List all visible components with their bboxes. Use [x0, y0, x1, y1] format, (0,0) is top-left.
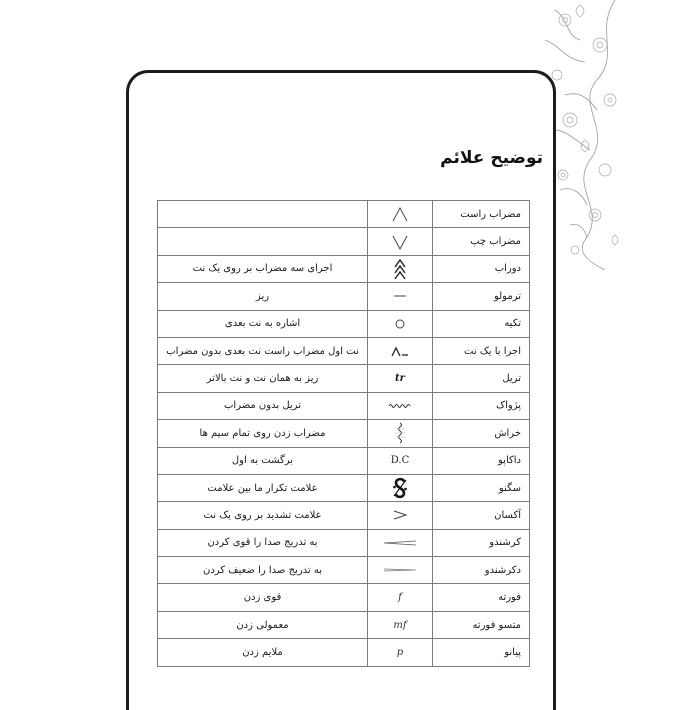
- symbol-cell: [368, 337, 433, 364]
- symbol-name: مضراب راست: [433, 201, 530, 228]
- symbols-table: [157, 200, 530, 667]
- table-row: [158, 255, 530, 282]
- symbol-name: داکاپو: [433, 447, 530, 474]
- symbol-name: دکرشندو: [433, 557, 530, 584]
- symbol-name: خراش: [433, 420, 530, 447]
- symbol-description: قوی زدن: [158, 584, 368, 611]
- table-row: [158, 474, 530, 501]
- symbol-name: آکسان: [433, 502, 530, 529]
- symbol-description: برگشت به اول: [158, 447, 368, 474]
- trill-symbol: tr: [368, 365, 433, 392]
- symbol-cell: [368, 392, 433, 419]
- symbol-name: مضراب چپ: [433, 228, 530, 255]
- table-row: [158, 228, 530, 255]
- triple-stroke-icon: [392, 258, 408, 280]
- symbol-name: کرشندو: [433, 529, 530, 556]
- table-row: [158, 557, 530, 584]
- table-row: [158, 283, 530, 310]
- symbol-name: اجرا با یک نت: [433, 337, 530, 364]
- decrescendo-icon: [382, 565, 418, 575]
- symbol-description: ریز: [158, 283, 368, 310]
- symbol-description: [158, 201, 368, 228]
- symbol-description: به تدریج صدا را ضعیف کردن: [158, 557, 368, 584]
- mezzo-forte-symbol: mf: [368, 611, 433, 638]
- symbol-description: ریز به همان نت و نت بالاتر: [158, 365, 368, 392]
- symbol-name: تریل: [433, 365, 530, 392]
- arpeggio-icon: [393, 422, 407, 444]
- table-row: [158, 639, 530, 666]
- caret-dash-icon: [389, 344, 411, 358]
- symbol-cell: [368, 557, 433, 584]
- table-row: [158, 201, 530, 228]
- symbol-cell: [368, 474, 433, 501]
- wavy-line-icon: [387, 402, 413, 410]
- symbol-cell: [368, 228, 433, 255]
- symbol-name: فورته: [433, 584, 530, 611]
- symbol-cell: [368, 502, 433, 529]
- symbol-name: تکیه: [433, 310, 530, 337]
- symbol-description: نت اول مضراب راست نت بعدی بدون مضراب: [158, 337, 368, 364]
- table-row: [158, 447, 530, 474]
- table-row: [158, 529, 530, 556]
- symbol-description: علامت تشدید بر روی یک نت: [158, 502, 368, 529]
- symbol-name: ترمولو: [433, 283, 530, 310]
- symbol-name: سگنو: [433, 474, 530, 501]
- symbol-cell: [368, 310, 433, 337]
- symbol-name: پیانو: [433, 639, 530, 666]
- symbol-description: اجرای سه مضراب بر روی یک نت: [158, 255, 368, 282]
- symbol-description: معمولی زدن: [158, 611, 368, 638]
- symbol-cell: [368, 420, 433, 447]
- accent-icon: [391, 509, 409, 521]
- symbol-description: تریل بدون مضراب: [158, 392, 368, 419]
- forte-symbol: f: [368, 584, 433, 611]
- symbol-cell: [368, 529, 433, 556]
- crescendo-icon: [382, 538, 418, 548]
- symbol-name: پژواک: [433, 392, 530, 419]
- symbol-name: دوراب: [433, 255, 530, 282]
- page-title: توضیح علائم: [440, 148, 543, 168]
- piano-symbol: p: [368, 639, 433, 666]
- symbol-description: علامت تکرار ما بین علامت: [158, 474, 368, 501]
- symbol-cell: [368, 283, 433, 310]
- symbol-description: به تدریج صدا را قوی کردن: [158, 529, 368, 556]
- symbol-cell: [368, 255, 433, 282]
- caret-up-icon: [390, 205, 410, 223]
- symbol-cell: [368, 201, 433, 228]
- symbol-description: [158, 228, 368, 255]
- table-row: [158, 611, 530, 638]
- table-row: [158, 365, 530, 392]
- symbol-description: ملایم زدن: [158, 639, 368, 666]
- table-row: [158, 337, 530, 364]
- symbol-description: مضراب زدن روی تمام سیم ها: [158, 420, 368, 447]
- table-row: [158, 502, 530, 529]
- table-row: [158, 310, 530, 337]
- table-row: [158, 584, 530, 611]
- symbol-name: متسو فورته: [433, 611, 530, 638]
- da-capo-symbol: D.C: [368, 447, 433, 474]
- table-row: [158, 420, 530, 447]
- segno-icon: [391, 477, 409, 499]
- caret-down-icon: [390, 233, 410, 251]
- circle-icon: [393, 317, 407, 331]
- dash-icon: [390, 291, 410, 301]
- table-row: [158, 392, 530, 419]
- symbol-description: اشاره به نت بعدی: [158, 310, 368, 337]
